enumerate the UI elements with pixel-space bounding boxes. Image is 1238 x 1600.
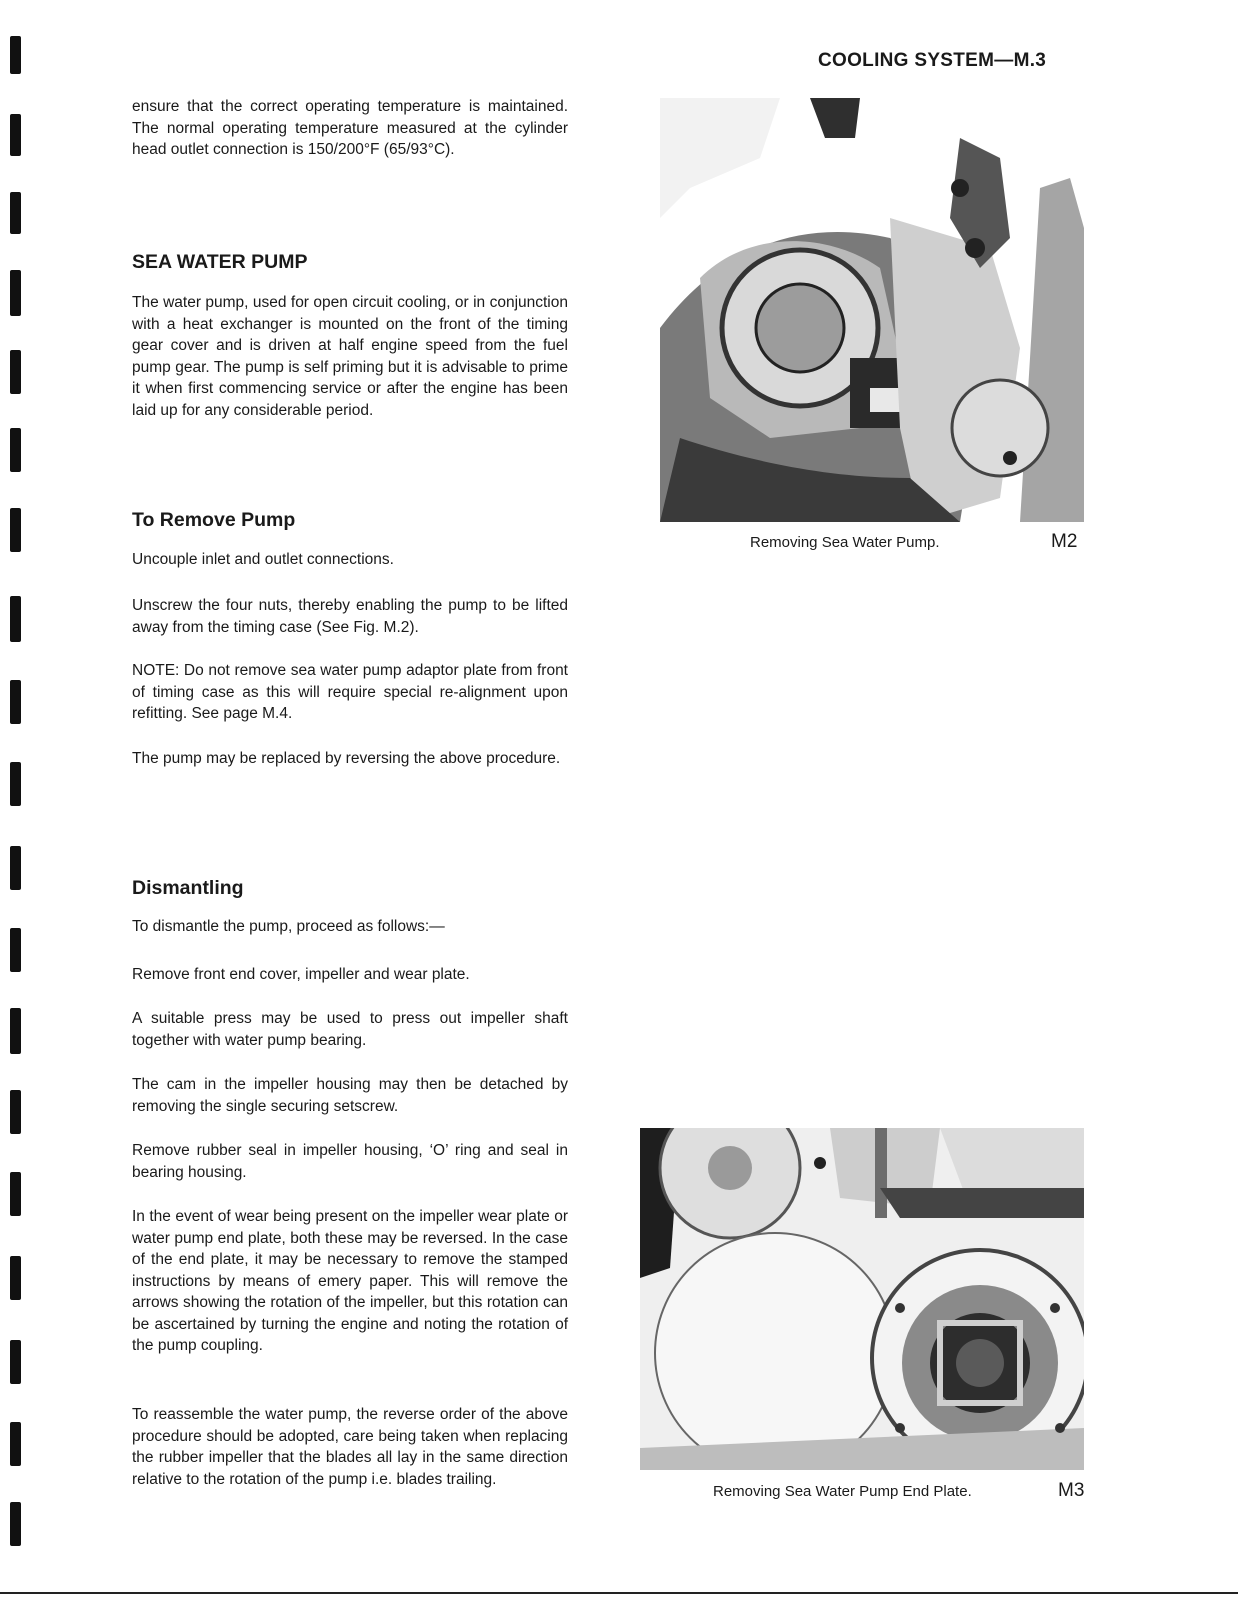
figure-m2-caption: Removing Sea Water Pump.	[750, 534, 940, 551]
pump-photo-illustration	[660, 98, 1084, 522]
dismantling-section	[132, 878, 568, 900]
dismantling-step	[132, 1206, 568, 1357]
body-paragraph: Remove rubber seal in impeller housing, ‘O’ ring and seal in bearing housing.	[132, 1142, 568, 1181]
binding-hole	[10, 1008, 21, 1054]
binding-hole	[10, 1340, 21, 1384]
body-paragraph: Remove front end cover, impeller and wear plate.	[132, 966, 470, 983]
binding-hole	[10, 1256, 21, 1300]
binding-hole	[10, 36, 21, 74]
figure-m2-photo	[660, 98, 1084, 522]
figure-m3-photo	[640, 1128, 1084, 1470]
body-paragraph: A suitable press may be used to press out impeller shaft together with water pump bearing.	[132, 1010, 568, 1049]
binding-hole	[10, 680, 21, 724]
dismantling-step	[132, 1008, 568, 1051]
binding-hole	[10, 192, 21, 234]
binding-hole	[10, 1422, 21, 1466]
sea-water-pump-body	[132, 292, 568, 421]
section-heading: Dismantling	[132, 877, 244, 899]
body-paragraph: The water pump, used for open circuit cooling, or in conjunction with a heat exchanger is mounted on the front of the timing gear cover and is driven at half engine speed from the fuel pump gear. The pump is self priming but it is advisable to prime it when first commencing service or after the engine has been laid up for any considerable period.	[132, 294, 568, 419]
binding-hole	[10, 928, 21, 972]
dismantling-step	[132, 916, 568, 938]
bottom-rule	[0, 1592, 1238, 1594]
binding-hole	[10, 428, 21, 472]
binding-hole	[10, 762, 21, 806]
section-heading: To Remove Pump	[132, 509, 296, 531]
body-paragraph: NOTE: Do not remove sea water pump adaptor plate from front of timing case as this will require special re-alignment upon refitting. See page M.4.	[132, 662, 568, 722]
remove-pump-section	[132, 510, 568, 532]
body-paragraph: Unscrew the four nuts, thereby enabling the pump to be lifted away from the timing case (See Fig. M.2).	[132, 597, 568, 636]
dismantling-step	[132, 1140, 568, 1183]
dismantling-step	[132, 1074, 568, 1117]
binding-hole	[10, 596, 21, 642]
remove-pump-step	[132, 549, 568, 571]
section-heading: SEA WATER PUMP	[132, 251, 308, 273]
figure-m2-code: M2	[1051, 531, 1078, 552]
binding-hole	[10, 1172, 21, 1216]
dismantling-step	[132, 964, 568, 986]
body-paragraph: Uncouple inlet and outlet connections.	[132, 551, 394, 568]
remove-pump-note	[132, 660, 568, 725]
binding-hole	[10, 1502, 21, 1546]
binding-hole	[10, 508, 21, 552]
body-paragraph: To dismantle the pump, proceed as follows:—	[132, 918, 445, 935]
end-plate-photo-illustration	[640, 1128, 1084, 1470]
remove-pump-step	[132, 595, 568, 638]
binding-hole	[10, 1090, 21, 1134]
figure-m3-caption: Removing Sea Water Pump End Plate.	[713, 1483, 972, 1500]
page-header: COOLING SYSTEM—M.3	[818, 50, 1047, 71]
remove-pump-step	[132, 748, 568, 770]
figure-m3-code: M3	[1058, 1480, 1085, 1501]
body-paragraph: To reassemble the water pump, the reverse order of the above procedure should be adopted, care being taken when replacing the rubber impeller that the blades all lay in the same direction relative to the rotation of the pump i.e. blades trailing.	[132, 1406, 568, 1488]
body-paragraph: The cam in the impeller housing may then be detached by removing the single securing setscrew.	[132, 1076, 568, 1115]
binding-hole	[10, 846, 21, 890]
binding-hole	[10, 350, 21, 394]
body-paragraph: In the event of wear being present on the impeller wear plate or water pump end plate, both these may be reversed. In the case of the end plate, it may be necessary to remove the stamped instructions by means of emery paper. This will remove the arrows showing the rotation of the impeller, but this rotation can be ascertained by turning the engine and noting the rotation of the pump coupling.	[132, 1208, 568, 1354]
binding-holes	[10, 0, 26, 1600]
binding-hole	[10, 114, 21, 156]
intro-section	[132, 96, 568, 161]
binding-hole	[10, 270, 21, 316]
dismantling-step	[132, 1404, 568, 1490]
body-paragraph: The pump may be replaced by reversing the above procedure.	[132, 750, 561, 767]
intro-paragraph: ensure that the correct operating temperature is maintained. The normal operating temperature measured at the cylinder head outlet connection is 150/200°F (65/93°C).	[132, 98, 568, 158]
sea-water-pump-section	[132, 252, 568, 274]
